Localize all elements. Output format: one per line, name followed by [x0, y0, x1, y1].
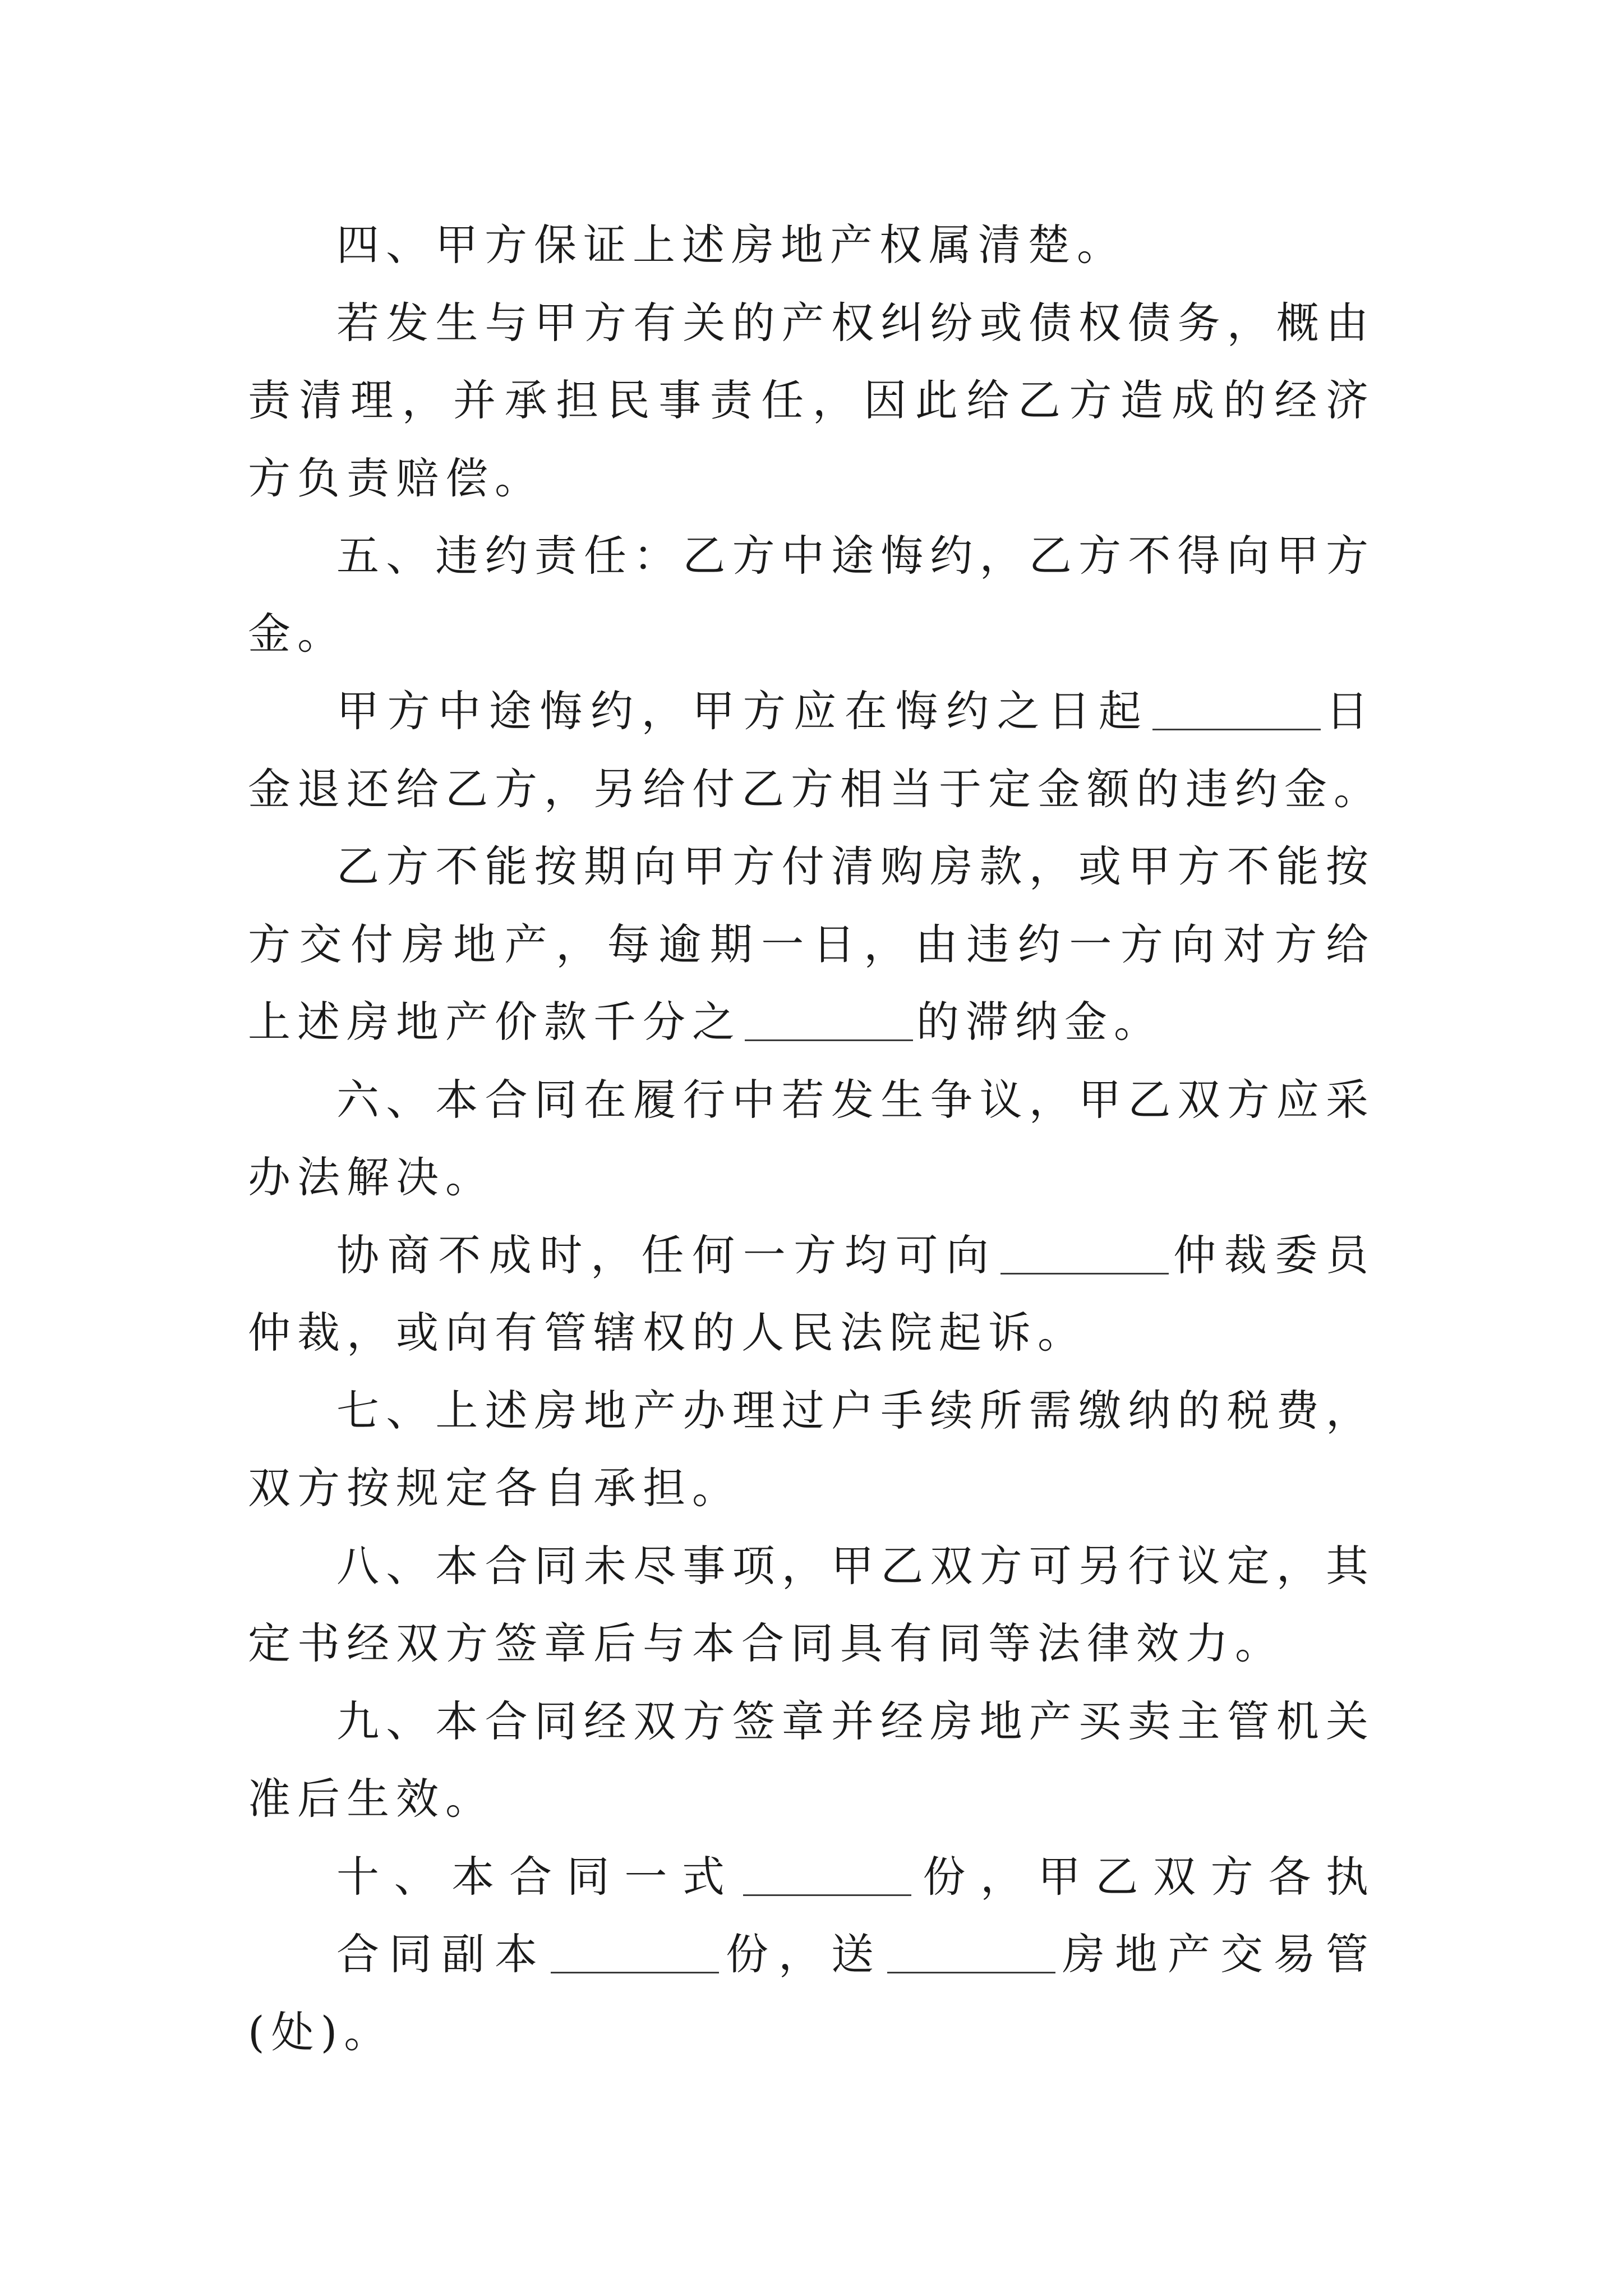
text-segment: 八、本合同未尽事项，甲乙双方可另行议定，其: [336, 1540, 1375, 1591]
text-line: [248, 1527, 1375, 1605]
fill-in-blank: [743, 1894, 911, 1896]
text-line: [248, 828, 1375, 906]
text-line: [248, 440, 1375, 518]
text-line: [248, 1372, 1375, 1450]
text-segment: 办法解决。: [248, 1152, 495, 1202]
text-segment: 四、甲方保证上述房地产权属清楚。: [336, 220, 1126, 270]
text-segment: 定书经双方签章后与本合同具有同等法律效力。: [248, 1618, 1284, 1668]
text-segment: 方负责赔偿。: [248, 453, 544, 503]
text-line: [248, 1061, 1375, 1139]
text-segment: 甲方中途悔约，甲方应在悔约之日起: [336, 686, 1150, 736]
text-segment: 仲裁，或向有管辖权的人民法院起诉。: [248, 1308, 1087, 1358]
text-line: [248, 751, 1383, 829]
text-segment: 六、本合同在履行中若发生争议，甲乙双方应采: [336, 1074, 1375, 1125]
text-segment: 份，甲乙双方各执: [914, 1851, 1375, 1902]
text-line: [248, 206, 1375, 284]
text-segment: 责清理，并承担民事责任，因此给乙方造成的经济: [248, 375, 1375, 425]
text-segment: 九、本合同经双方签章并经房地产买卖主管机关: [336, 1696, 1375, 1746]
fill-in-blank: [887, 1971, 1055, 1973]
text-segment: 若发生与甲方有关的产权纠纷或债权债务，概由: [336, 297, 1375, 348]
text-segment: 合同副本: [336, 1929, 547, 1979]
text-segment: 房地产交易管: [1059, 1929, 1375, 1979]
text-line: [248, 673, 1375, 751]
text-segment: 双方按规定各自承担。: [248, 1463, 741, 1513]
text-line: [248, 1605, 1375, 1683]
text-segment: 上述房地产价款千分之: [248, 997, 741, 1047]
text-segment: 份，送: [722, 1929, 884, 1979]
text-line: [248, 906, 1375, 984]
text-line: [248, 1683, 1375, 1761]
text-segment: 准后生效。: [248, 1774, 495, 1824]
text-segment: 协商不成时，任何一方均可向: [336, 1230, 997, 1280]
text-segment: 方交付房地产，每逾期一日，由违约一方向对方给: [248, 919, 1375, 969]
text-line: [248, 362, 1375, 440]
text-line: [248, 1994, 1375, 2072]
text-line: [248, 983, 1375, 1061]
text-line: [248, 595, 1375, 673]
text-segment: 仲裁委员: [1172, 1230, 1375, 1280]
text-line: [248, 1916, 1375, 1994]
text-line: [248, 1838, 1375, 1916]
fill-in-blank: [745, 1039, 913, 1041]
fill-in-blank: [1000, 1272, 1169, 1274]
text-line: [248, 517, 1375, 595]
text-segment: 金退还给乙方，另给付乙方相当于定金额的违约金。: [248, 763, 1383, 814]
text-segment: 乙方不能按期向甲方付清购房款，或甲方不能按: [336, 841, 1375, 891]
text-segment: 十、本合同一式: [336, 1851, 740, 1902]
text-line: [248, 1760, 1375, 1838]
text-line: [248, 1450, 1375, 1527]
contract-body: [248, 206, 1383, 2071]
text-segment: (处)。: [248, 2007, 394, 2057]
text-segment: 七、上述房地产办理过户手续所需缴纳的税费，: [336, 1385, 1375, 1435]
text-line: [248, 1294, 1375, 1372]
text-segment: 的滞纳金。: [916, 997, 1163, 1047]
text-segment: 五、违约责任：乙方中途悔约，乙方不得向甲方: [336, 531, 1375, 581]
fill-in-blank: [1152, 728, 1321, 730]
text-segment: 金。: [248, 608, 347, 659]
text-line: [248, 1217, 1375, 1295]
text-line: [248, 1139, 1375, 1217]
fill-in-blank: [551, 1971, 719, 1973]
text-line: [248, 284, 1375, 362]
text-segment: 日: [1324, 686, 1375, 736]
